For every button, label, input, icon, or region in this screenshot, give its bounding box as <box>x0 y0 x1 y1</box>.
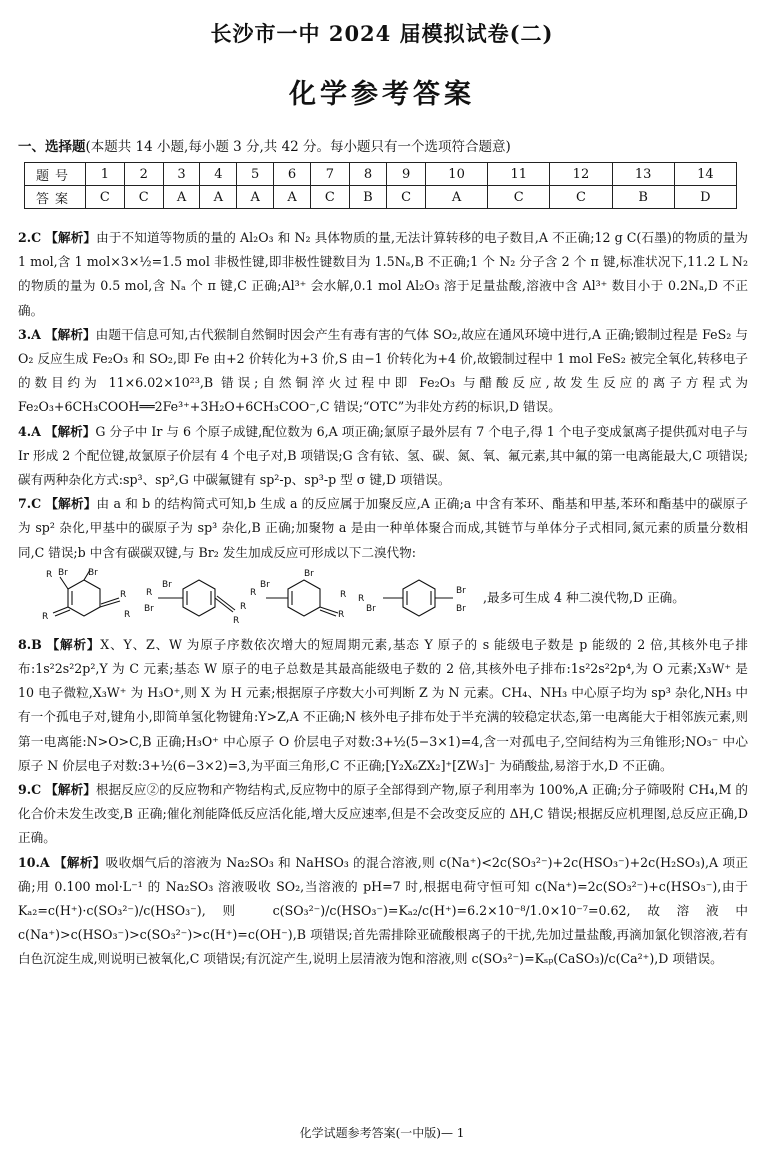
svg-text:Br: Br <box>366 603 376 614</box>
svg-text:Br: Br <box>58 567 68 578</box>
question-number-cell: 4 <box>200 163 237 186</box>
svg-text:R: R <box>120 589 127 600</box>
svg-text:R: R <box>42 611 49 622</box>
item-number: 4.A <box>18 423 41 439</box>
dibromo-structures-figure <box>28 567 748 629</box>
analysis-tag: 【解析】 <box>46 636 101 652</box>
answer-table <box>24 162 737 209</box>
item-number: 3.A <box>18 326 41 342</box>
explanations <box>18 226 748 972</box>
answer-cell: C <box>387 186 426 209</box>
answer-cell: A <box>163 186 200 209</box>
answer-cell: A <box>237 186 274 209</box>
item-number: 2.C <box>18 230 42 245</box>
svg-text:R: R <box>146 587 153 598</box>
explanation-4 <box>18 420 748 493</box>
question-number-cell: 12 <box>550 163 612 186</box>
section-heading <box>18 135 511 155</box>
question-number-cell: 13 <box>612 163 674 186</box>
question-number-cell: 9 <box>387 163 426 186</box>
explanation-text: G 分子中 Ir 与 6 个原子成键,配位数为 6,A 项正确;氯原子最外层有 7 个电子,得 1 个电子变成氯离子提供孤对电子与 Ir 形成 2 个配位键,故氯原子价层有 4 个电子对,B 项错误;G 含有铱、氢、碳、氮、氧、氟元素,其中氟的第一电离能最大,C 项错误;碳有两种杂化方式:sp³、sp²,G 中碳氟键有 sp²-p、sp³-p 型 σ 键,D 项错误。 <box>18 423 748 488</box>
explanation-text: 由 a 和 b 的结构简式可知,b 生成 a 的反应属于加聚反应,A 正确;a 中含有苯环、酯基和甲基,苯环和酯基中的碳原子为 sp² 杂化,甲基中的碳原子为 sp³ 杂化,B 正确;加聚物 a 是由一种单体聚合而成,其链节与单体分子式相同,氮元素的质量分数相同,C 错误;b 中含有碳碳双键,与 Br₂ 发生加成反应可形成以下二溴代物: <box>18 496 748 560</box>
item-number: 8.B <box>18 636 42 652</box>
svg-text:Br: Br <box>304 568 314 579</box>
question-number-row <box>25 163 737 186</box>
answer-cell: C <box>488 186 550 209</box>
svg-text:Br: Br <box>144 603 154 614</box>
explanation-text: X、Y、Z、W 为原子序数依次增大的短周期元素,基态 Y 原子的 s 能级电子数是 p 能级的 2 倍,其核外电子排布:1s²2s²2p²,Y 为 C 元素;基态 W 原子的电子总数是其最高能级电子数的 2 倍,其核外电子排布:1s²2s²2p⁴,为 O 元素;X₃W⁺ 是 10 电子微粒,X₃W⁺ 为 H₃O⁺,则 X 为 H 元素;根据原子序数大小可判断 Z 为 N 元素。CH₄、NH₃ 中心原子均为 sp³ 杂化,NH₃ 中有一个孤电子对,键角小,即简单氢化物键角:Y>Z,A 不正确;N 核外电子排布处于半充满的较稳定状态,第一电离能大于相邻族元素,则第一电离能:N>O>C,B 正确;H₃O⁺ 中心原子 O 价层电子对数:3+½(5−3×1)=4,含一对孤电子,空间结构为三角锥形;NO₃⁻ 中心原子 N 价层电子对数:3+½(6−3×2)=3,为平面三角形,C 不正确;[Y₂X₆ZX₂]⁺[ZW₃]⁻ 为硝酸盐,易溶于水,D 不正确。 <box>18 636 748 773</box>
svg-text:R: R <box>358 593 365 604</box>
answer-cell: D <box>674 186 736 209</box>
explanation-7 <box>18 492 748 565</box>
svg-text:R: R <box>240 601 247 612</box>
analysis-tag: 【解析】 <box>44 423 96 439</box>
answer-row <box>25 186 737 209</box>
explanation-text: 由题干信息可知,古代猴制自然铜时因会产生有毒有害的气体 SO₂,故应在通风环境中进行,A 正确;锻制过程是 FeS₂ 与 O₂ 反应生成 Fe₂O₃ 和 SO₂,即 Fe 由+2 价转化为+3 价,S 由−1 价转化为+4 价,故锻制过程中 1 mol FeS₂ 被完全氧化,转移电子的数目约为 11×6.02×10²³,B 错误;自然铜淬火过程中即 Fe₂O₃ 与醋酸反应,故发生反应的离子方程式为 Fe₂O₃+6CH₃COOH══2Fe³⁺+3H₂O+6CH₃COO⁻,C 错误;“OTC”为非处方药的标识,D 错误。 <box>18 326 748 415</box>
svg-text:R: R <box>233 615 240 626</box>
answer-cell: A <box>200 186 237 209</box>
page-title: 化学参考答案 <box>289 79 475 110</box>
section-label: 一、选择题 <box>18 139 86 155</box>
section-note: (本题共 14 小题,每小题 3 分,共 42 分。每小题只有一个选项符合题意) <box>85 139 511 155</box>
answer-cell: A <box>425 186 487 209</box>
structure-caption: ,最多可生成 4 种二溴代物,D 正确。 <box>483 589 685 605</box>
svg-text:R: R <box>338 609 345 620</box>
explanation-2 <box>18 226 748 323</box>
explanation-9 <box>18 778 748 851</box>
svg-text:R: R <box>46 569 53 580</box>
analysis-tag: 【解析】 <box>45 326 96 342</box>
question-number-cell: 2 <box>124 163 163 186</box>
item-number: 7.C <box>18 496 42 512</box>
explanation-text: 根据反应②的反应物和产物结构式,反应物中的原子全部得到产物,原子利用率为 100%,A 正确;分子筛吸附 CH₄,M 的化合价未发生改变,B 正确;催化剂能降低反应活化能,增大反应速率,但是不会改变反应的 ΔH,C 错误;根据反应机理图,总反应正确,D 正确。 <box>18 782 748 846</box>
question-number-cell: 3 <box>163 163 200 186</box>
analysis-tag: 【解析】 <box>45 230 97 245</box>
explanation-3 <box>18 323 748 420</box>
svg-text:Br: Br <box>456 585 466 596</box>
answer-cell: C <box>310 186 349 209</box>
exam-header-title: 长沙市一中 2024 届模拟试卷(二) <box>210 21 554 46</box>
svg-text:R: R <box>340 589 347 600</box>
item-number: 9.C <box>18 782 42 798</box>
question-number-cell: 11 <box>488 163 550 186</box>
question-number-cell: 1 <box>86 163 125 186</box>
answer-cell: B <box>612 186 674 209</box>
answer-cell: A <box>274 186 311 209</box>
question-number-cell: 5 <box>237 163 274 186</box>
analysis-tag: 【解析】 <box>54 854 106 870</box>
page-footer: 化学试题参考答案(一中版)— 1 <box>299 1126 465 1140</box>
item-number: 10.A <box>18 854 50 870</box>
analysis-tag: 【解析】 <box>45 782 96 798</box>
question-number-cell: 10 <box>425 163 487 186</box>
structure-drawing <box>28 567 478 627</box>
svg-text:Br: Br <box>88 567 98 578</box>
row-header-question-number: 题号 <box>25 163 86 186</box>
row-header-answer: 答案 <box>25 186 86 209</box>
svg-text:Br: Br <box>162 579 172 590</box>
svg-text:R: R <box>124 609 131 620</box>
question-number-cell: 7 <box>310 163 349 186</box>
explanation-text: 由于不知道等物质的量的 Al₂O₃ 和 N₂ 具体物质的量,无法计算转移的电子数目,A 不正确;12 g C(石墨)的物质的量为 1 mol,含 1 mol×3×½=1.5 mol 非极性键,即非极性键数目为 1.5Nₐ,B 不正确;1 个 N₂ 分子含 2 个 π 键,标准状况下,11.2 L N₂ 的物质的量为 0.5 mol,含 Nₐ 个 π 键,C 正确;Al³⁺ 会水解,0.1 mol Al₂O₃ 溶于足量盐酸,溶液中含 Al³⁺ 数目小于 0.2Nₐ,D 不正确。 <box>18 230 749 318</box>
analysis-tag: 【解析】 <box>45 496 97 512</box>
question-number-cell: 8 <box>349 163 386 186</box>
svg-text:R: R <box>250 587 257 598</box>
answer-cell: B <box>349 186 386 209</box>
answer-cell: C <box>550 186 612 209</box>
question-number-cell: 6 <box>274 163 311 186</box>
svg-text:Br: Br <box>260 579 270 590</box>
explanation-text: 吸收烟气后的溶液为 Na₂SO₃ 和 NaHSO₃ 的混合溶液,则 c(Na⁺)<2c(SO₃²⁻)+2c(HSO₃⁻)+2c(H₂SO₃),A 项正确;用 0.100 mol·L⁻¹ 的 Na₂SO₃ 溶液吸收 SO₂,当溶液的 pH=7 时,根据电荷守恒可知 c(Na⁺)=2c(SO₃²⁻)+c(HSO₃⁻),由于 Kₐ₂=c(H⁺)·c(SO₃²⁻)/c(HSO₃⁻),则 c(SO₃²⁻)/c(HSO₃⁻)=Kₐ₂/c(H⁺)=6.2×10⁻⁸/1.0×10⁻⁷=0.62,故溶液中 c(Na⁺)>c(HSO₃⁻)>c(SO₃²⁻)>c(H⁺)=c(OH⁻),B 项错误;首先需排除亚硫酸根离子的干扰,先加过量盐酸,再滴加氯化钡溶液,若有白色沉淀生成,则说明已被氧化,C 项错误;有沉淀产生,说明上层清液为饱和溶液,则 c(SO₃²⁻)=Kₛₚ(CaSO₃)/c(Ca²⁺),D 项错误。 <box>18 854 748 967</box>
svg-text:Br: Br <box>456 603 466 614</box>
explanation-10 <box>18 851 748 972</box>
question-number-cell: 14 <box>674 163 736 186</box>
answer-cell: C <box>124 186 163 209</box>
answer-cell: C <box>86 186 125 209</box>
explanation-8 <box>18 633 748 778</box>
